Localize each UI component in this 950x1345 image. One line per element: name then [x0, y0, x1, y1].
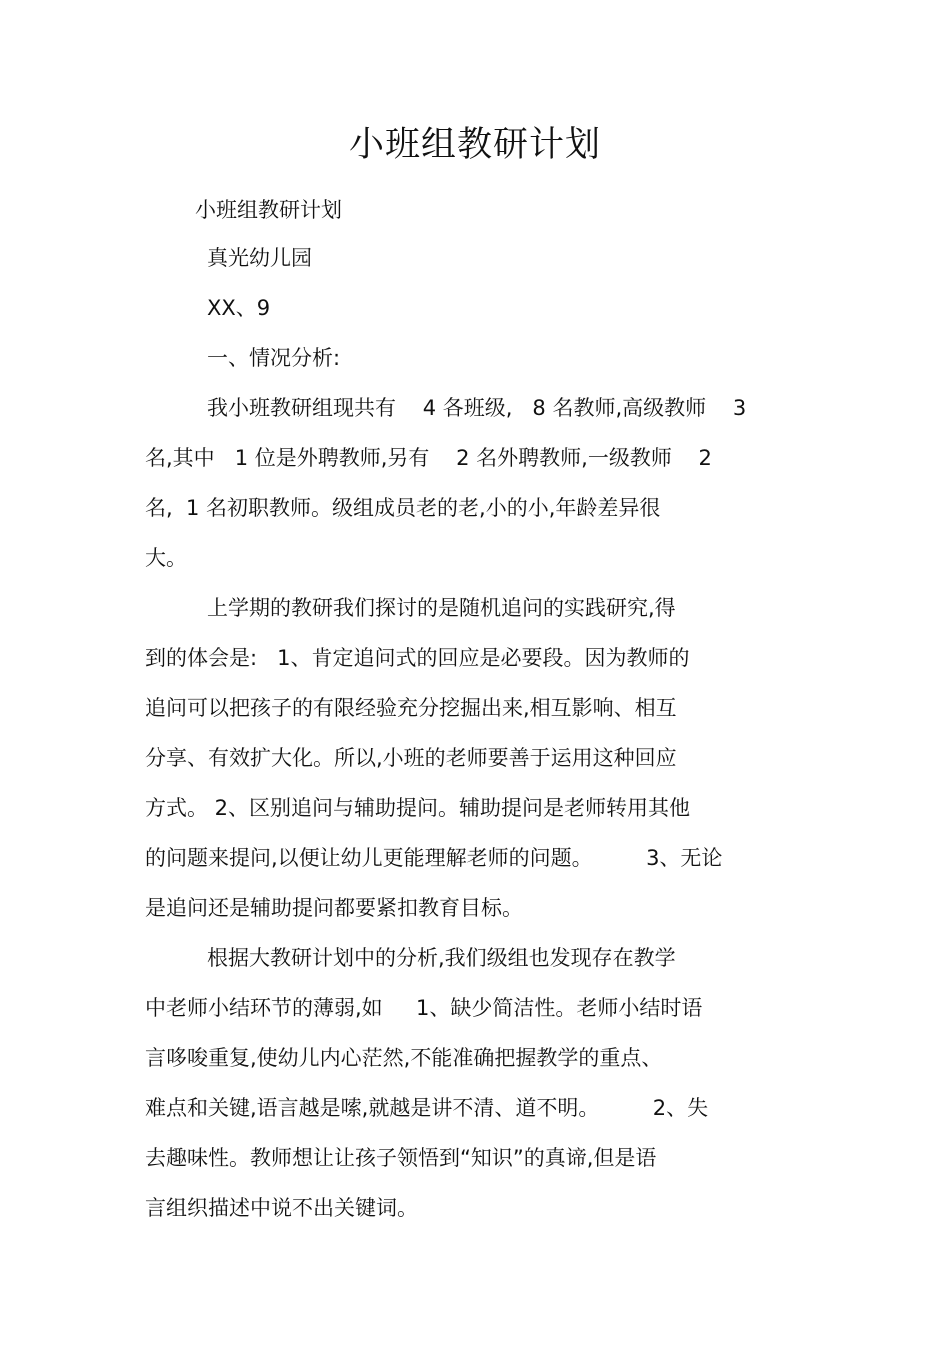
paragraph-line: 言组织描述中说不出关键词。 — [145, 1196, 418, 1220]
paragraph-line: 中老师小结环节的薄弱,如 1、缺少简洁性。老师小结时语 — [145, 996, 703, 1020]
paragraph-line: 名,其中 1 位是外聘教师,另有 2 名外聘教师,一级教师 2 — [145, 446, 712, 470]
paragraph-line: 大。 — [145, 546, 187, 570]
paragraph-line: 到的体会是: 1、肯定追问式的回应是必要段。因为教师的 — [145, 646, 690, 670]
paragraph-line: 根据大教研计划中的分析,我们级组也发现存在教学 — [207, 946, 676, 970]
paragraph-line: 追问可以把孩子的有限经验充分挖掘出来,相互影响、相互 — [145, 696, 677, 720]
date-line: XX、9 — [207, 296, 271, 320]
paragraph-line: 分享、有效扩大化。所以,小班的老师要善于运用这种回应 — [145, 746, 677, 770]
document-title: 小班组教研计划 — [348, 125, 601, 165]
paragraph-line: 去趣味性。教师想让让孩子领悟到“知识”的真谛,但是语 — [145, 1146, 657, 1170]
paragraph-line: 言哆唆重复,使幼儿内心茫然,不能准确把握教学的重点、 — [145, 1046, 663, 1070]
paragraph-line: 是追问还是辅助提问都要紧扣教育目标。 — [145, 896, 523, 920]
section-heading: 一、情况分析: — [207, 346, 341, 370]
paragraph-line: 的问题来提问,以便让幼儿更能理解老师的问题。 3、无论 — [145, 846, 723, 870]
paragraph-line: 名, 1 名初职教师。级组成员老的老,小的小,年龄差异很 — [145, 496, 661, 520]
school-name: 真光幼儿园 — [207, 246, 312, 270]
subtitle: 小班组教研计划 — [195, 198, 342, 222]
paragraph-line: 上学期的教研我们探讨的是随机追问的实践研究,得 — [207, 596, 676, 620]
paragraph-line: 我小班教研组现共有 4 各班级, 8 名教师,高级教师 3 — [207, 396, 747, 420]
paragraph-line: 方式。 2、区别追问与辅助提问。辅助提问是老师转用其他 — [145, 796, 691, 820]
paragraph-line: 难点和关键,语言越是嗦,就越是讲不清、道不明。 2、失 — [145, 1096, 709, 1120]
